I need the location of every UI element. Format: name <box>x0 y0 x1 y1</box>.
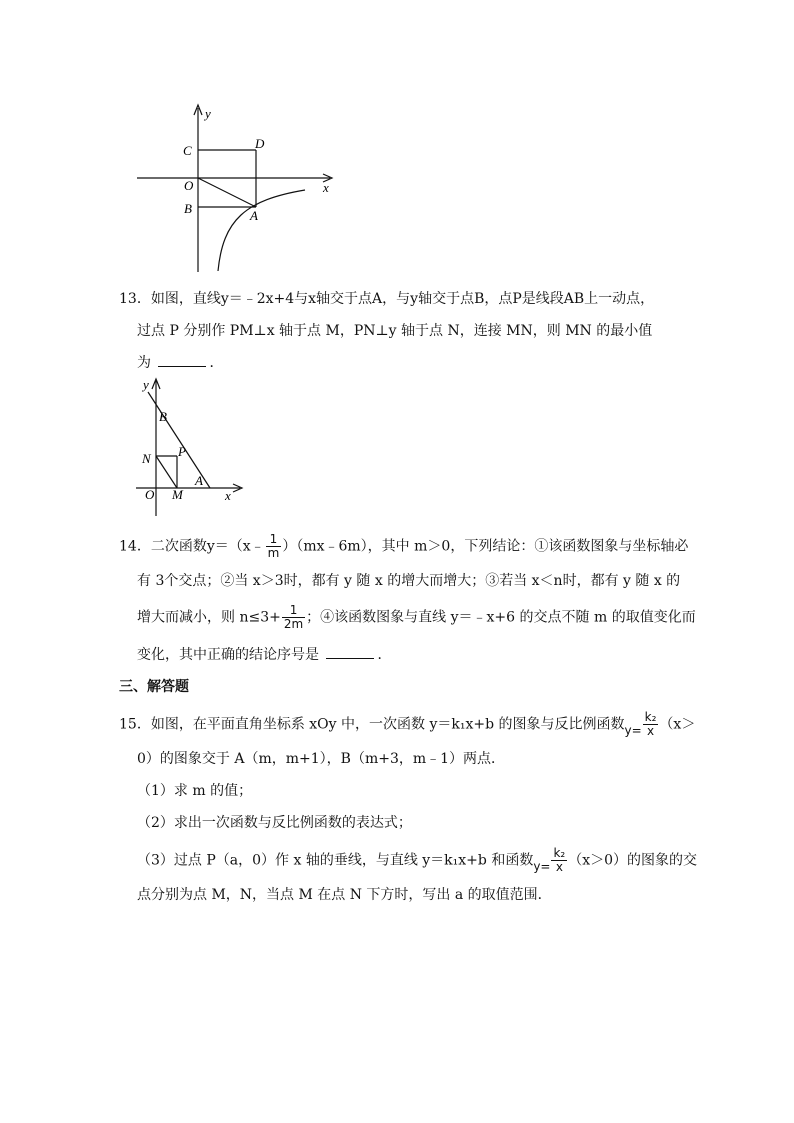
q15-part-2: （2）求出一次函数与反比例函数的表达式； <box>137 815 412 831</box>
y-equals: y= <box>533 859 551 874</box>
q13-line-3-pre: 为 <box>137 355 151 371</box>
fraction-denominator: m <box>267 546 280 560</box>
fraction-denominator: x <box>646 724 655 738</box>
label-c: C <box>183 143 192 158</box>
fraction-numerator: k₂ <box>644 710 657 724</box>
fraction-numerator: k₂ <box>553 846 566 860</box>
q14-line-1-a: 14．二次函数y＝（x﹣ <box>119 538 265 555</box>
fraction-k2-over-x <box>643 711 659 738</box>
section-heading: 三、解答题 <box>119 679 189 695</box>
q15-line-last: 点分别为点 M，N，当点 M 在点 N 下方时，写出 a 的取值范围． <box>137 887 552 903</box>
label-y: y <box>205 106 211 121</box>
figure-12 <box>135 100 345 278</box>
q14-line-3 <box>137 604 696 631</box>
q15-line-1-a: 15．如图，在平面直角坐标系 xOy 中，一次函数 y＝k₁x+b 的图象与反比例函数 <box>119 716 625 733</box>
label-x: x <box>323 180 329 195</box>
label-o: O <box>145 487 155 502</box>
fraction-numerator: 1 <box>266 533 282 547</box>
y-equals: y= <box>624 723 642 738</box>
q15-part-1: （1）求 m 的值； <box>137 783 253 799</box>
q14-line-3-a: 增大而减小，则 n≤3+ <box>137 609 281 626</box>
label-o: O <box>184 178 194 193</box>
label-n: N <box>142 451 151 466</box>
label-p: P <box>178 444 186 459</box>
q15-line-1 <box>119 711 695 741</box>
fraction-k2-over-x <box>551 847 567 874</box>
label-b: B <box>184 201 192 216</box>
q13-line-1: 13．如图，直线y＝﹣2x+4与x轴交于点A，与y轴交于点B，点P是线段AB上一动点， <box>119 291 655 307</box>
q15-line-2: 0）的图象交于 A（m，m+1），B（m+3，m﹣1）两点． <box>137 751 506 767</box>
figure-12-axes <box>137 105 332 272</box>
q14-line-1-b: ）（mx﹣6m），其中 m＞0，下列结论：①该函数图象与坐标轴必 <box>282 538 689 555</box>
answer-blank[interactable] <box>326 646 374 659</box>
q14-line-2: 有 3个交点；②当 x＞3时，都有 y 随 x 的增大而增大；③若当 x＜n时，都有 y 随 x 的 <box>137 573 681 589</box>
hyperbola-curve <box>218 190 305 271</box>
q15-part-3 <box>137 847 697 877</box>
label-a: A <box>195 473 203 488</box>
segment-oa <box>198 178 256 207</box>
q14-line-4 <box>137 645 391 665</box>
fraction-1-over-m <box>266 533 282 560</box>
q14-line-4-pre: 变化，其中正确的结论序号是 <box>137 647 319 663</box>
label-d: D <box>255 136 265 151</box>
answer-blank[interactable] <box>158 354 206 367</box>
q14-line-3-b: ；④该函数图象与直线 y＝﹣x+6 的交点不随 m 的取值变化而 <box>306 609 696 626</box>
fraction-numerator: 1 <box>282 604 305 618</box>
label-y: y <box>143 377 149 392</box>
label-x: x <box>225 488 231 503</box>
q13-line-3-post: ． <box>209 355 224 371</box>
label-m: M <box>172 487 183 502</box>
fraction-denominator: x <box>555 860 563 874</box>
q14-line-4-post: ． <box>377 647 392 663</box>
q15-part-3-b: （x＞0）的图象的交 <box>568 852 698 869</box>
q13-line-2: 过点 P 分别作 PM⊥x 轴于点 M，PN⊥y 轴于点 N，连接 MN，则 MN 的最小值 <box>137 323 653 339</box>
figure-13 <box>130 376 250 520</box>
label-a: A <box>250 208 258 223</box>
q15-line-1-b: （x＞ <box>659 716 696 733</box>
q14-line-1 <box>119 533 688 560</box>
segment-mn <box>156 456 177 488</box>
fraction-denominator: 2m <box>283 617 304 631</box>
fraction-1-over-2m <box>282 604 305 631</box>
q15-part-3-a: （3）过点 P（a，0）作 x 轴的垂线，与直线 y＝k₁x+b 和函数 <box>137 852 534 869</box>
label-b: B <box>159 409 167 424</box>
q13-line-3 <box>137 353 223 373</box>
